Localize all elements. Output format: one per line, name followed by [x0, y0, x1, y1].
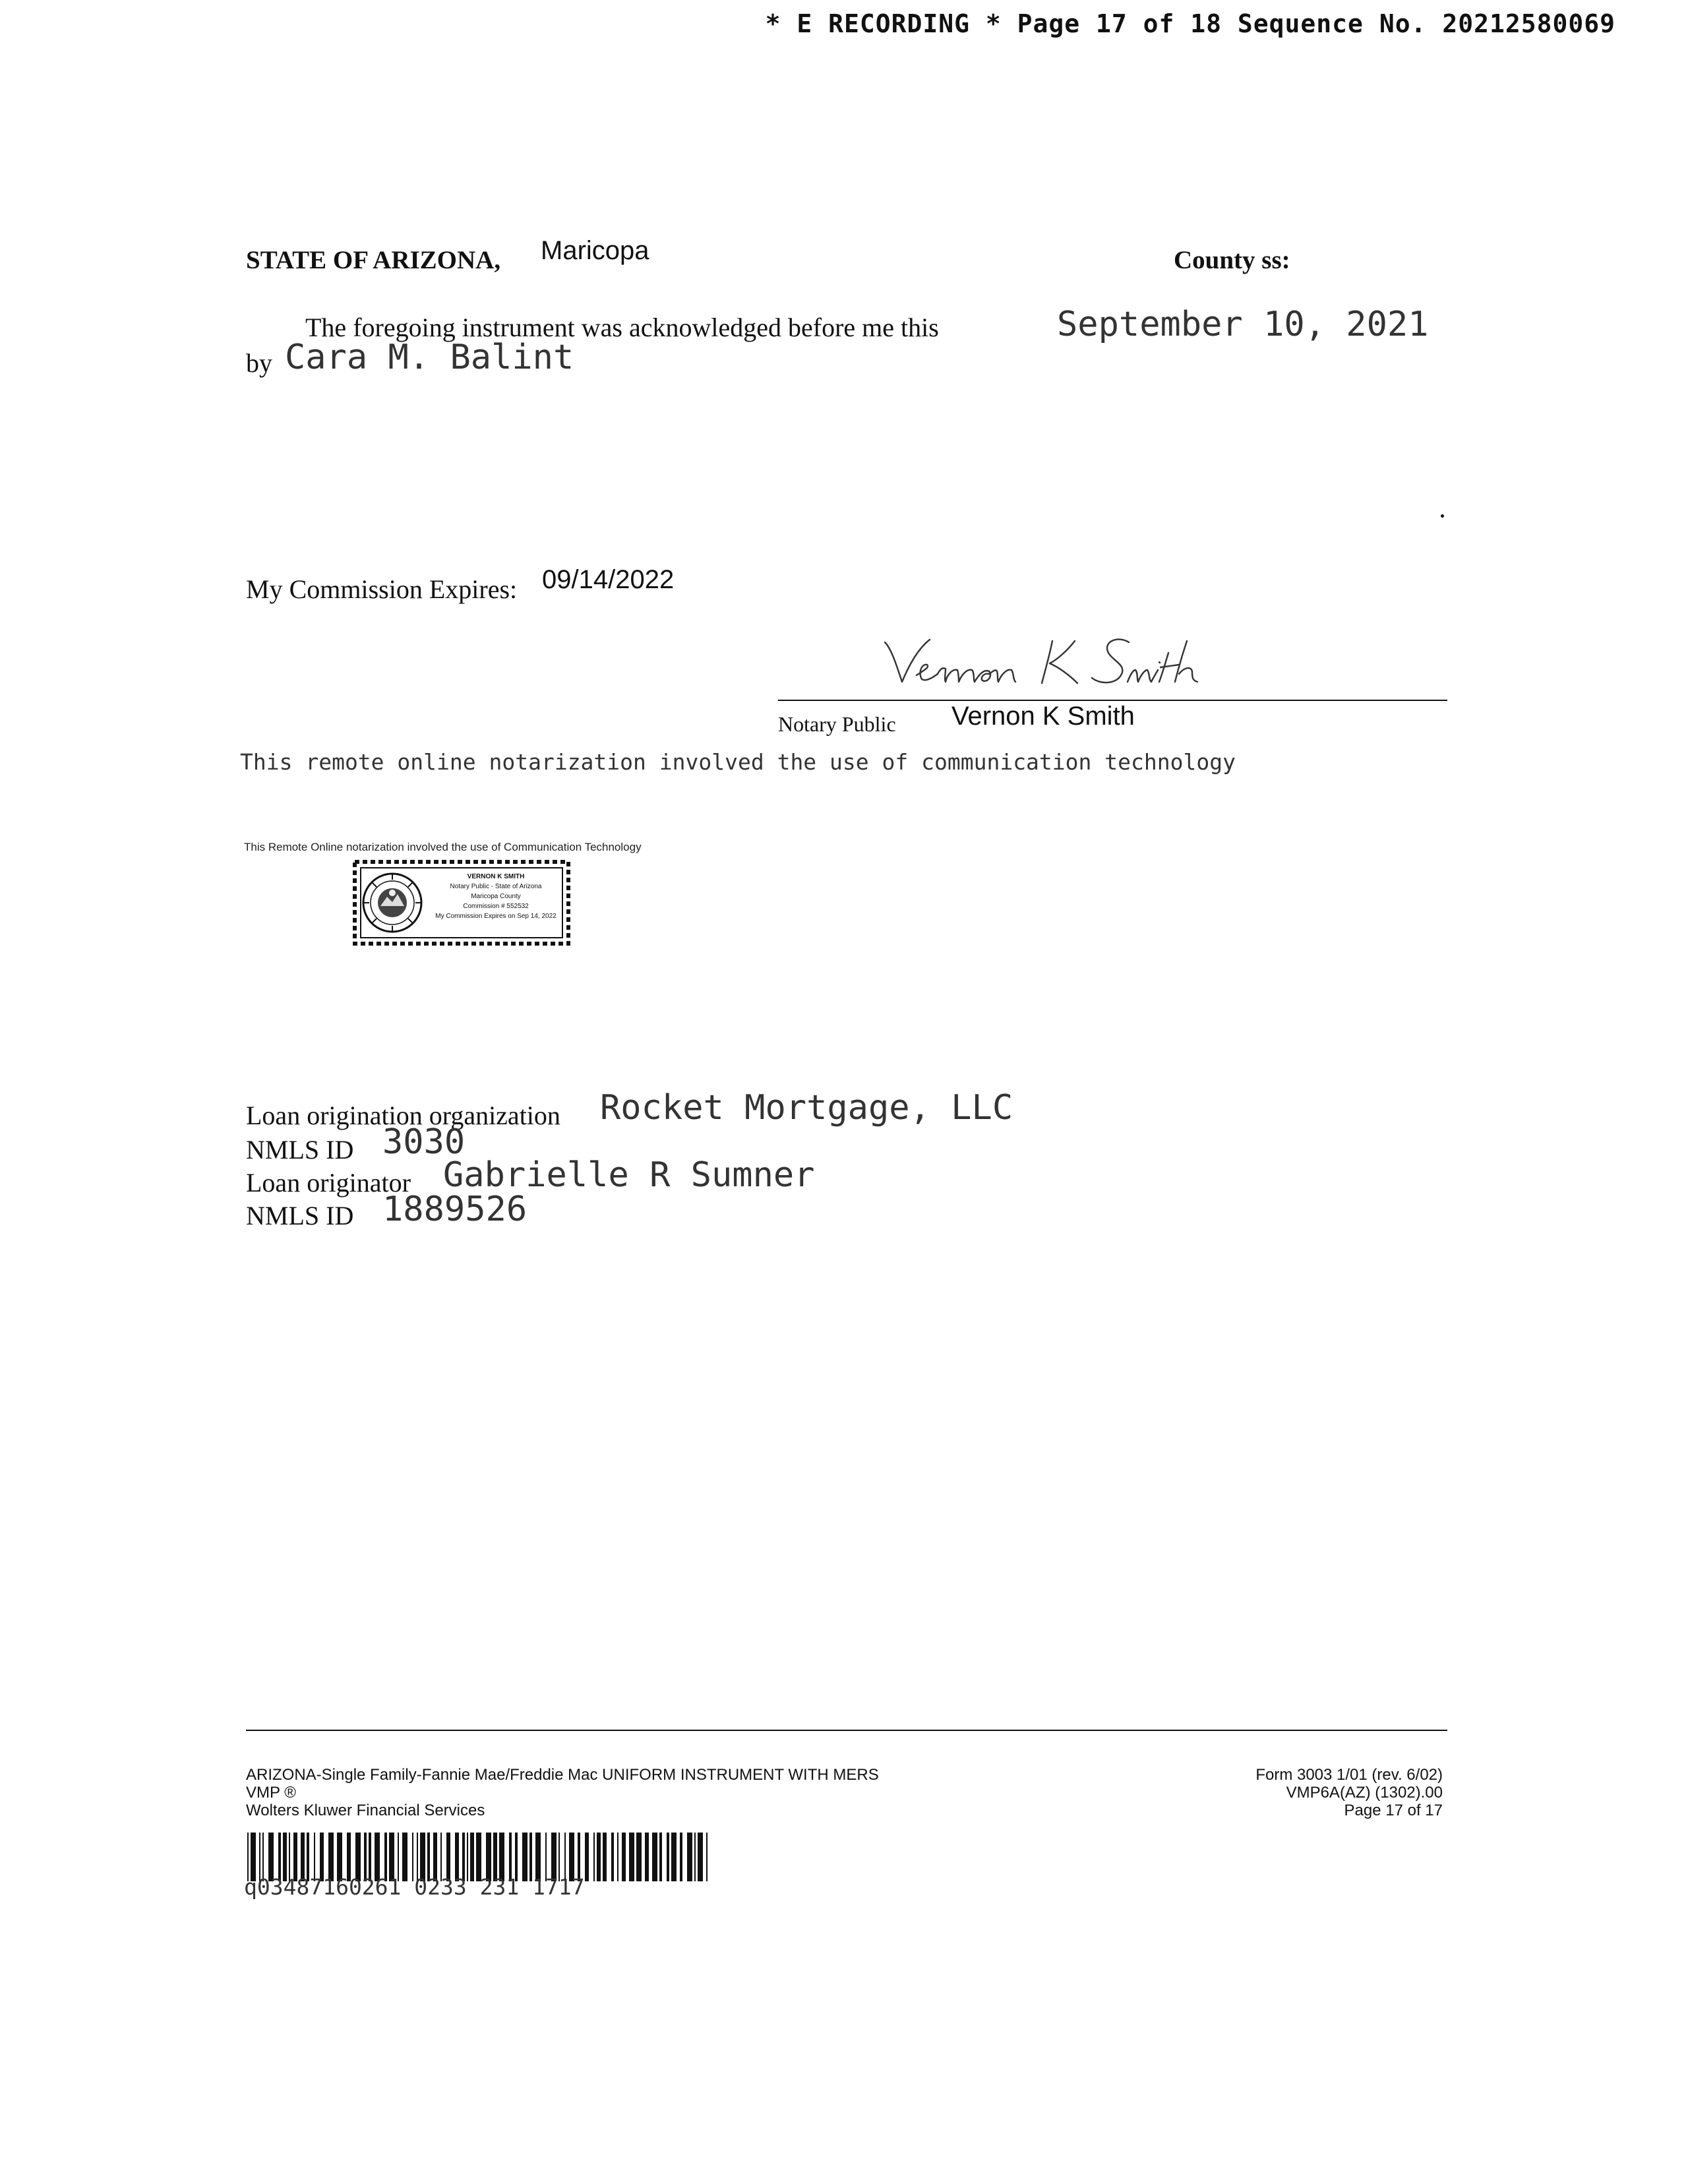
org-nmls-value: 3030 — [382, 1122, 466, 1162]
org-nmls-label: NMLS ID — [246, 1135, 354, 1165]
barcode-bar — [706, 1833, 708, 1881]
notary-signature — [877, 626, 1220, 699]
loan-originator-label: Loan originator — [246, 1168, 411, 1198]
county-value: Maricopa — [541, 236, 649, 265]
footer-vmp: VMP ® — [246, 1784, 296, 1802]
footer-form-number: Form 3003 1/01 (rev. 6/02) — [1255, 1766, 1443, 1784]
footer-left-block — [246, 1766, 879, 1819]
notary-public-label: Notary Public — [778, 712, 896, 736]
barcode-bar — [636, 1833, 642, 1881]
loan-originator-value: Gabrielle R Sumner — [443, 1155, 815, 1195]
stamp-line-county: Maricopa County — [471, 893, 521, 900]
barcode-bar — [585, 1833, 589, 1881]
barcode-bar — [680, 1833, 682, 1881]
barcode-bar — [622, 1833, 626, 1881]
acknowledgment-text: The foregoing instrument was acknowledged before me this — [305, 313, 939, 342]
arizona-seal-icon — [363, 874, 421, 932]
originator-nmls-value: 1889526 — [382, 1190, 528, 1229]
barcode-bar — [611, 1833, 614, 1881]
barcode-bar — [687, 1833, 692, 1881]
handwritten-signature-icon — [877, 626, 1220, 699]
footer-right-block — [1255, 1766, 1443, 1819]
barcode-bar — [593, 1833, 595, 1881]
barcode-bar — [603, 1833, 607, 1881]
signer-name: Cara M. Balint — [285, 338, 574, 377]
barcode-bar — [659, 1833, 662, 1881]
barcode-bar — [645, 1833, 649, 1881]
stamp-line-title: Notary Public - State of Arizona — [450, 883, 542, 890]
barcode-bar — [617, 1833, 618, 1881]
barcode-bar — [698, 1833, 703, 1881]
county-ss-label: County ss: — [1174, 246, 1290, 274]
state-label: STATE OF ARIZONA, — [246, 246, 501, 274]
notary-stamp — [353, 860, 570, 946]
barcode-bar — [597, 1833, 601, 1881]
acknowledgment-date: September 10, 2021 — [1057, 305, 1429, 344]
stamp-line-name: VERNON K SMITH — [467, 873, 525, 880]
barcode-bar — [629, 1833, 634, 1881]
barcode-bar — [667, 1833, 669, 1881]
footer-rule — [246, 1730, 1447, 1731]
loan-org-label: Loan origination organization — [246, 1101, 560, 1130]
stamp-caption: This Remote Online notarization involved the use of Communication Technology — [244, 841, 642, 853]
originator-nmls-label: NMLS ID — [246, 1201, 354, 1230]
by-label: by — [246, 348, 272, 378]
remote-notarization-note: This remote online notarization involved the use of communication technology — [240, 749, 1236, 775]
footer-vmp-code: VMP6A(AZ) (1302).00 — [1286, 1784, 1443, 1802]
commission-expires-date: 09/14/2022 — [542, 565, 675, 594]
footer-publisher: Wolters Kluwer Financial Services — [246, 1802, 485, 1819]
stamp-line-expires: My Commission Expires on Sep 14, 2022 — [435, 913, 557, 920]
footer-form-title: ARIZONA-Single Family-Fannie Mae/Freddie Mac UNIFORM INSTRUMENT WITH MERS — [246, 1766, 879, 1784]
signature-line — [778, 700, 1447, 701]
footer-page-number: Page 17 of 17 — [1344, 1802, 1443, 1819]
notary-name: Vernon K Smith — [951, 702, 1135, 731]
barcode-bar — [694, 1833, 696, 1881]
period-mark — [1441, 514, 1444, 518]
barcode-bar — [652, 1833, 657, 1881]
barcode-number: q03487160261 0233 231 1717 — [244, 1874, 585, 1900]
barcode-bar — [671, 1833, 677, 1881]
loan-org-value: Rocket Mortgage, LLC — [600, 1088, 1013, 1128]
stamp-line-commission: Commission # 552532 — [463, 903, 529, 910]
recording-header: * E RECORDING * Page 17 of 18 Sequence No. 20212580069 — [765, 9, 1615, 38]
commission-expires-label: My Commission Expires: — [246, 574, 518, 604]
